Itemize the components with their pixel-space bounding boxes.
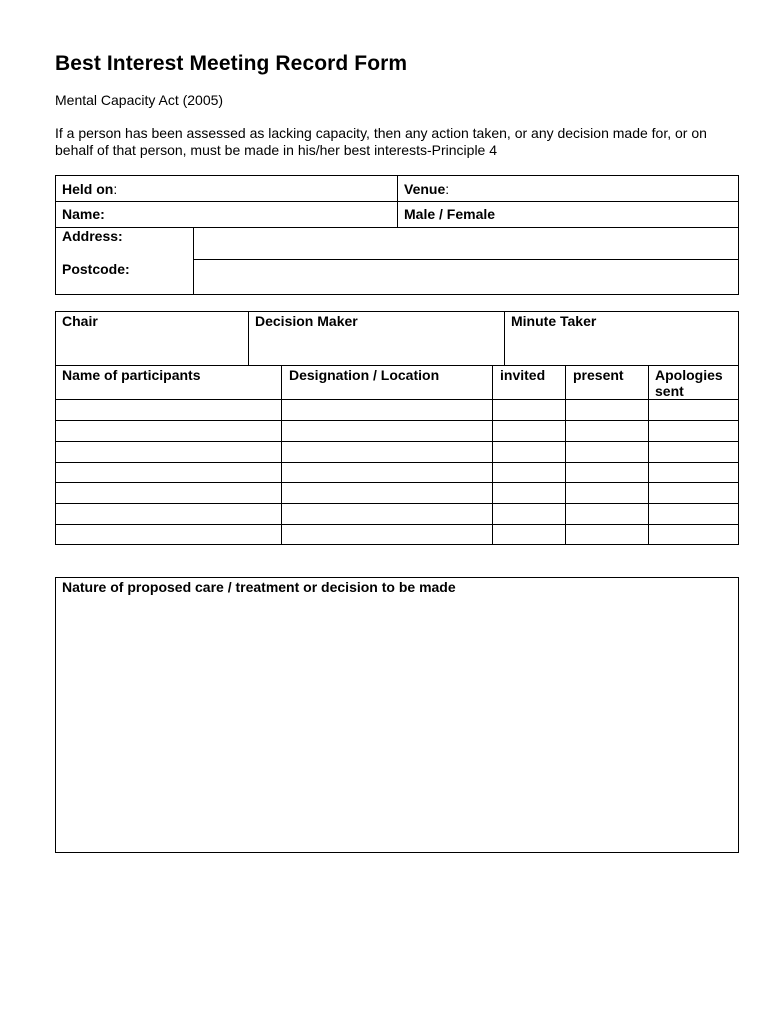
postcode-field[interactable] xyxy=(194,260,738,294)
participant-apologies-cell[interactable] xyxy=(649,400,738,420)
participant-invited-cell[interactable] xyxy=(493,421,565,441)
participant-name-cell[interactable] xyxy=(56,525,281,544)
participant-designation-cell[interactable] xyxy=(282,442,492,462)
participant-present-cell[interactable] xyxy=(566,421,648,441)
participant-present-cell[interactable] xyxy=(566,442,648,462)
column-header-invited: invited xyxy=(500,367,546,383)
participant-apologies-cell[interactable] xyxy=(649,483,738,503)
decision-maker-label: Decision Maker xyxy=(255,313,358,329)
participant-present-cell[interactable] xyxy=(566,525,648,544)
participant-designation-cell[interactable] xyxy=(282,525,492,544)
participant-designation-cell[interactable] xyxy=(282,421,492,441)
postcode-label: Postcode: xyxy=(62,261,130,277)
venue-field[interactable] xyxy=(460,177,737,200)
participant-invited-cell[interactable] xyxy=(493,400,565,420)
participant-invited-cell[interactable] xyxy=(493,525,565,544)
participant-name-cell[interactable] xyxy=(56,421,281,441)
column-header-name: Name of participants xyxy=(62,367,201,383)
participant-invited-cell[interactable] xyxy=(493,463,565,482)
participant-present-cell[interactable] xyxy=(566,504,648,524)
participant-name-cell[interactable] xyxy=(56,400,281,420)
chair-field[interactable] xyxy=(56,330,247,364)
participant-designation-cell[interactable] xyxy=(282,483,492,503)
participant-invited-cell[interactable] xyxy=(493,483,565,503)
participant-apologies-cell[interactable] xyxy=(649,442,738,462)
intro-paragraph: If a person has been assessed as lacking capacity, then any action taken, or any decision made for, or on behalf of that person, must be made in his/her best interests-Principle 4 xyxy=(55,125,707,158)
participant-present-cell[interactable] xyxy=(566,463,648,482)
venue-label: Venue: xyxy=(404,181,450,197)
nature-label: Nature of proposed care / treatment or decision to be made xyxy=(62,579,456,595)
participant-present-cell[interactable] xyxy=(566,400,648,420)
participant-name-cell[interactable] xyxy=(56,483,281,503)
page-subtitle: Mental Capacity Act (2005) xyxy=(55,92,224,108)
participant-apologies-cell[interactable] xyxy=(649,504,738,524)
participant-invited-cell[interactable] xyxy=(493,504,565,524)
participant-name-cell[interactable] xyxy=(56,442,281,462)
participant-designation-cell[interactable] xyxy=(282,400,492,420)
roles-divider xyxy=(55,365,739,366)
name-label: Name: xyxy=(62,206,105,222)
participant-apologies-cell[interactable] xyxy=(649,463,738,482)
page-title: Best Interest Meeting Record Form xyxy=(55,52,408,75)
address-label: Address: xyxy=(62,228,123,244)
participant-name-cell[interactable] xyxy=(56,504,281,524)
held-on-label: Held on: xyxy=(62,181,118,197)
address-field[interactable] xyxy=(194,228,738,258)
participant-designation-cell[interactable] xyxy=(282,463,492,482)
participant-apologies-cell[interactable] xyxy=(649,525,738,544)
minute-taker-label: Minute Taker xyxy=(511,313,597,329)
chair-label: Chair xyxy=(62,313,98,329)
participant-apologies-cell[interactable] xyxy=(649,421,738,441)
sex-label: Male / Female xyxy=(404,206,496,222)
participant-invited-cell[interactable] xyxy=(493,442,565,462)
participant-present-cell[interactable] xyxy=(566,483,648,503)
minute-taker-field[interactable] xyxy=(505,330,738,364)
details-divider xyxy=(397,175,398,227)
participant-designation-cell[interactable] xyxy=(282,504,492,524)
held-on-field[interactable] xyxy=(130,177,395,200)
nature-text-area[interactable] xyxy=(58,600,736,850)
column-header-present: present xyxy=(573,367,624,383)
column-header-designation: Designation / Location xyxy=(289,367,440,383)
name-field[interactable] xyxy=(112,203,395,226)
decision-maker-field[interactable] xyxy=(249,330,503,364)
participant-name-cell[interactable] xyxy=(56,463,281,482)
column-header-apologies: Apologies sent xyxy=(655,367,723,399)
